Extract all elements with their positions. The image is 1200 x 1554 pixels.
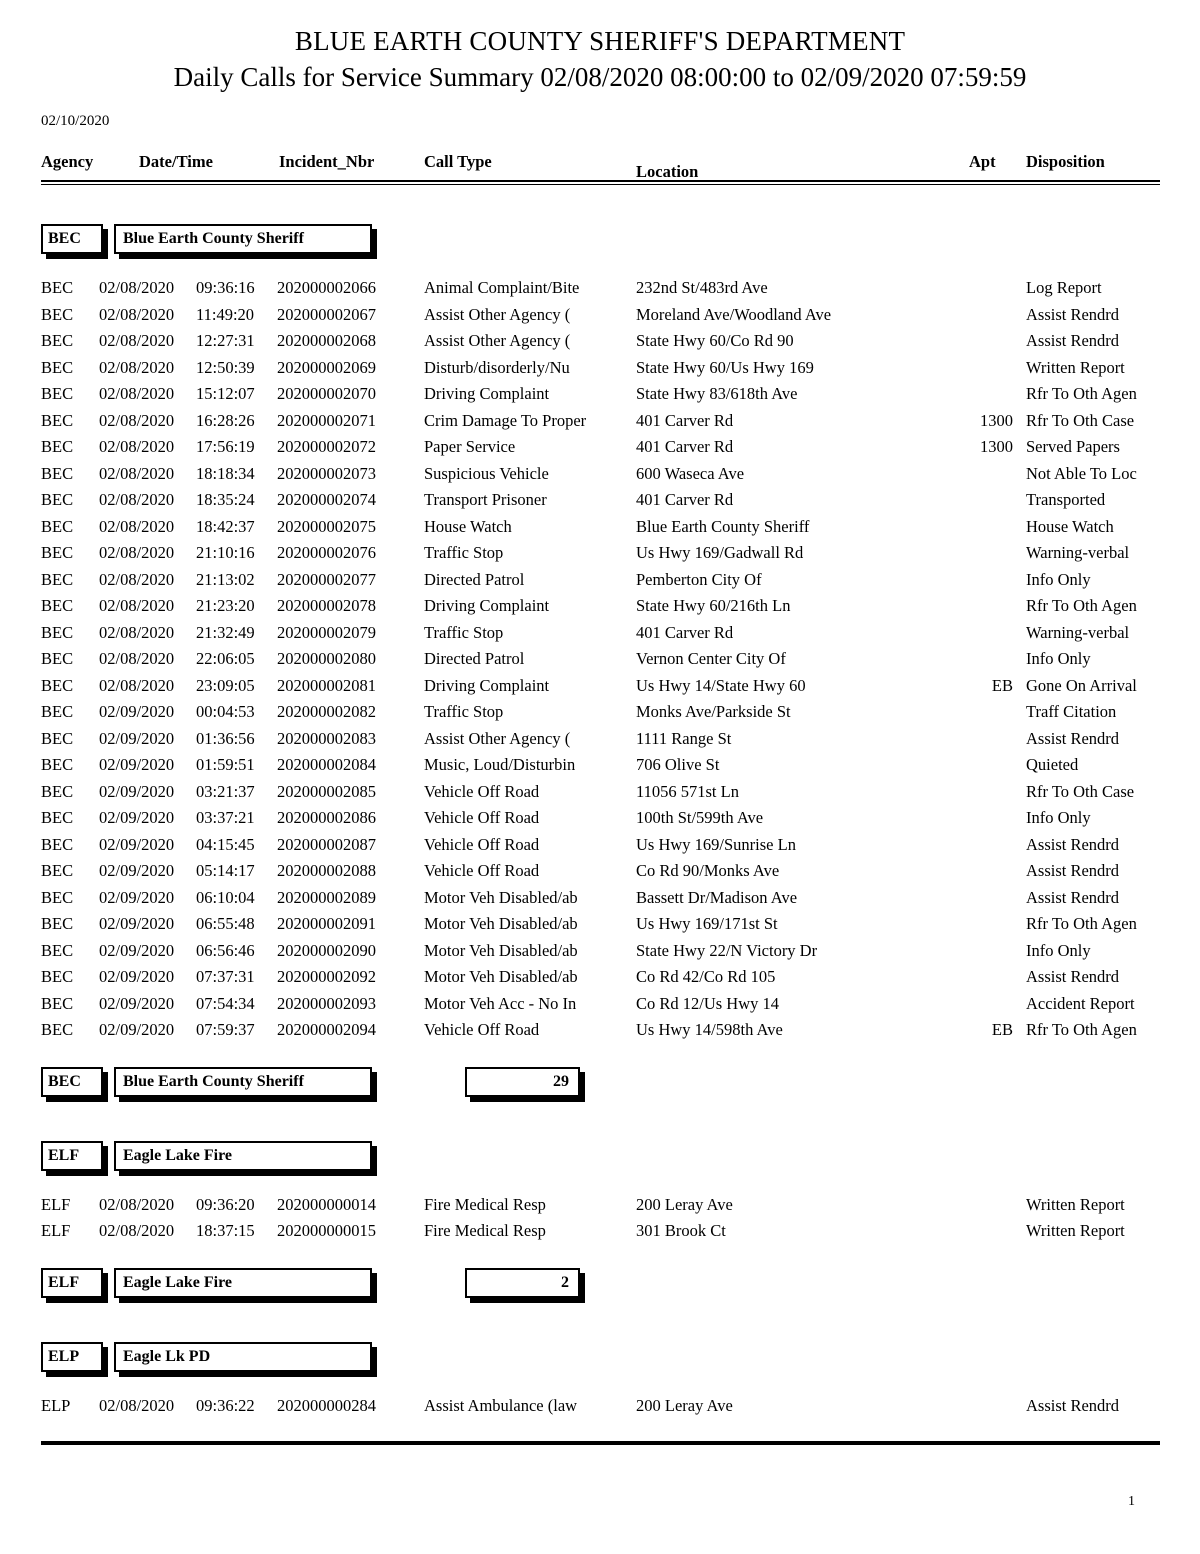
cell-date: 02/08/2020 — [99, 357, 175, 377]
cell-apt: 1300 — [980, 410, 1013, 430]
table-row — [0, 808, 1200, 835]
cell-incident-nbr: 202000002079 — [277, 622, 376, 642]
cell-date: 02/09/2020 — [99, 967, 175, 986]
cell-location: Moreland Ave/Woodland Ave — [636, 304, 832, 324]
cell-location: Monks Ave/Parkside St — [636, 702, 791, 721]
cell-agency: BEC — [41, 781, 74, 801]
cell-incident-nbr: 202000002076 — [277, 543, 376, 562]
cell-time: 06:55:48 — [196, 914, 255, 933]
cell-time: 05:14:17 — [196, 861, 255, 880]
cell-disposition: Quieted — [1026, 755, 1079, 774]
cell-disposition: Not Able To Loc — [1026, 463, 1137, 483]
cell-agency: BEC — [41, 437, 74, 456]
cell-call-type: Vehicle Off Road — [424, 808, 540, 827]
cell-time: 22:06:05 — [196, 649, 255, 668]
cell-incident-nbr: 202000002088 — [277, 861, 376, 880]
cell-agency: BEC — [41, 649, 74, 668]
cell-disposition: Info Only — [1026, 569, 1091, 589]
cell-location: Bassett Dr/Madison Ave — [636, 887, 798, 907]
cell-date: 02/08/2020 — [99, 437, 175, 456]
cell-date: 02/08/2020 — [99, 675, 175, 695]
agency-name-box: Eagle Lk PD — [114, 1342, 372, 1372]
agency-total-box: 2 — [465, 1268, 580, 1298]
cell-location: Co Rd 12/Us Hwy 14 — [636, 993, 780, 1013]
cell-incident-nbr: 202000002092 — [277, 967, 376, 986]
footer-rule — [41, 1441, 1160, 1445]
title-block — [0, 26, 1200, 95]
column-header-location: Location — [636, 162, 699, 181]
agency-group-footer — [0, 1067, 1200, 1097]
column-header-agency: Agency — [41, 152, 94, 171]
run-date: 02/10/2020 — [41, 113, 110, 129]
table-row — [0, 782, 1200, 809]
agency-group-footer — [0, 1268, 1200, 1298]
cell-date: 02/08/2020 — [99, 1194, 175, 1214]
cell-location: State Hwy 60/Co Rd 90 — [636, 331, 794, 350]
cell-incident-nbr: 202000002083 — [277, 728, 376, 748]
cell-time: 12:50:39 — [196, 357, 255, 377]
cell-disposition: Warning-verbal — [1026, 622, 1130, 642]
cell-agency: ELF — [41, 1221, 71, 1240]
cell-incident-nbr: 202000002066 — [277, 278, 376, 297]
cell-date: 02/08/2020 — [99, 331, 175, 350]
calls-table-body — [0, 1195, 1200, 1248]
cell-date: 02/08/2020 — [99, 1221, 175, 1240]
table-row — [0, 437, 1200, 464]
cell-incident-nbr: 202000002091 — [277, 914, 376, 933]
cell-call-type: Assist Other Agency ( — [424, 331, 571, 350]
table-row — [0, 1396, 1200, 1423]
cell-incident-nbr: 202000002071 — [277, 410, 376, 430]
cell-date: 02/09/2020 — [99, 808, 175, 827]
cell-date: 02/09/2020 — [99, 914, 175, 933]
cell-call-type: Fire Medical Resp — [424, 1221, 546, 1240]
table-row — [0, 1195, 1200, 1222]
table-row — [0, 967, 1200, 994]
cell-incident-nbr: 202000000015 — [277, 1221, 376, 1240]
cell-call-type: Traffic Stop — [424, 702, 504, 721]
cell-disposition: Served Papers — [1026, 437, 1120, 456]
table-row — [0, 623, 1200, 650]
cell-call-type: Traffic Stop — [424, 622, 504, 642]
cell-call-type: House Watch — [424, 516, 512, 536]
cell-call-type: Crim Damage To Proper — [424, 410, 587, 430]
cell-call-type: Animal Complaint/Bite — [424, 278, 580, 297]
cell-disposition: Info Only — [1026, 649, 1091, 668]
cell-location: 401 Carver Rd — [636, 437, 734, 456]
cell-call-type: Vehicle Off Road — [424, 861, 540, 880]
agency-code-box: ELF — [41, 1268, 103, 1298]
table-row — [0, 517, 1200, 544]
column-header-apt: Apt — [969, 152, 996, 171]
cell-agency: BEC — [41, 516, 74, 536]
cell-incident-nbr: 202000002094 — [277, 1020, 376, 1039]
cell-call-type: Assist Other Agency ( — [424, 304, 571, 324]
table-row — [0, 570, 1200, 597]
table-row — [0, 1221, 1200, 1248]
cell-agency: BEC — [41, 331, 74, 350]
cell-location: Vernon Center City Of — [636, 649, 786, 668]
cell-agency: BEC — [41, 490, 74, 509]
cell-date: 02/08/2020 — [99, 1395, 175, 1415]
cell-agency: ELP — [41, 1395, 71, 1415]
cell-disposition: Rfr To Oth Agen — [1026, 914, 1137, 933]
cell-call-type: Assist Ambulance (law — [424, 1395, 578, 1415]
table-row — [0, 411, 1200, 438]
table-row — [0, 596, 1200, 623]
cell-time: 21:13:02 — [196, 569, 255, 589]
cell-location: 200 Leray Ave — [636, 1395, 733, 1415]
cell-time: 01:36:56 — [196, 728, 255, 748]
cell-agency: BEC — [41, 1020, 74, 1039]
column-header-datetime: Date/Time — [139, 152, 213, 171]
cell-date: 02/08/2020 — [99, 516, 175, 536]
cell-agency: BEC — [41, 993, 74, 1013]
cell-time: 06:56:46 — [196, 940, 255, 960]
cell-call-type: Motor Veh Disabled/ab — [424, 887, 578, 907]
cell-incident-nbr: 202000002067 — [277, 304, 376, 324]
cell-disposition: Info Only — [1026, 808, 1091, 827]
page-subtitle: Daily Calls for Service Summary 02/08/2020 08:00:00 to 02/09/2020 07:59:59 — [173, 62, 1027, 93]
cell-agency: BEC — [41, 967, 74, 986]
cell-location: Co Rd 42/Co Rd 105 — [636, 967, 776, 986]
cell-incident-nbr: 202000002087 — [277, 834, 376, 854]
cell-time: 04:15:45 — [196, 834, 255, 854]
cell-apt: EB — [991, 1020, 1013, 1039]
cell-incident-nbr: 202000002084 — [277, 755, 376, 774]
cell-agency: BEC — [41, 463, 74, 483]
cell-disposition: Assist Rendrd — [1026, 304, 1120, 324]
cell-date: 02/08/2020 — [99, 384, 175, 403]
cell-time: 18:18:34 — [196, 463, 255, 483]
cell-time: 09:36:16 — [196, 278, 255, 297]
cell-apt: 1300 — [980, 437, 1013, 456]
cell-location: 232nd St/483rd Ave — [636, 278, 768, 297]
agency-code-box: ELP — [41, 1342, 103, 1372]
cell-disposition: Written Report — [1026, 1194, 1125, 1214]
cell-time: 06:10:04 — [196, 887, 255, 907]
cell-call-type: Motor Veh Acc - No In — [424, 993, 577, 1013]
cell-time: 23:09:05 — [196, 675, 255, 695]
cell-location: 301 Brook Ct — [636, 1221, 726, 1240]
cell-time: 18:35:24 — [196, 490, 255, 509]
cell-agency: BEC — [41, 887, 74, 907]
column-header-disposition: Disposition — [1026, 152, 1105, 171]
cell-location: Us Hwy 14/State Hwy 60 — [636, 675, 806, 695]
cell-date: 02/08/2020 — [99, 463, 175, 483]
cell-incident-nbr: 202000002077 — [277, 569, 376, 589]
cell-call-type: Paper Service — [424, 437, 516, 456]
cell-time: 07:54:34 — [196, 993, 255, 1013]
cell-agency: BEC — [41, 304, 74, 324]
table-row — [0, 729, 1200, 756]
cell-date: 02/08/2020 — [99, 622, 175, 642]
agency-total-box: 29 — [465, 1067, 580, 1097]
cell-date: 02/09/2020 — [99, 861, 175, 880]
cell-call-type: Driving Complaint — [424, 675, 550, 695]
cell-disposition: Gone On Arrival — [1026, 675, 1137, 695]
cell-time: 21:32:49 — [196, 622, 255, 642]
cell-incident-nbr: 202000000284 — [277, 1395, 376, 1415]
cell-location: 401 Carver Rd — [636, 490, 734, 509]
cell-call-type: Vehicle Off Road — [424, 1020, 540, 1039]
page-number: 1 — [1128, 1494, 1135, 1509]
agency-group-header — [0, 1141, 1200, 1171]
cell-date: 02/08/2020 — [99, 649, 175, 668]
cell-location: 600 Waseca Ave — [636, 463, 745, 483]
cell-time: 07:59:37 — [196, 1020, 255, 1039]
page-title: BLUE EARTH COUNTY SHERIFF'S DEPARTMENT — [294, 26, 906, 56]
cell-disposition: Assist Rendrd — [1026, 331, 1120, 350]
cell-incident-nbr: 202000002069 — [277, 357, 376, 377]
cell-call-type: Assist Other Agency ( — [424, 728, 571, 748]
column-header-incident-nbr: Incident_Nbr — [279, 152, 375, 171]
cell-disposition: Accident Report — [1026, 993, 1135, 1013]
cell-agency: ELF — [41, 1194, 71, 1214]
cell-call-type: Directed Patrol — [424, 569, 525, 589]
cell-time: 00:04:53 — [196, 702, 255, 721]
cell-call-type: Motor Veh Disabled/ab — [424, 940, 578, 960]
cell-date: 02/09/2020 — [99, 755, 175, 774]
cell-agency: BEC — [41, 808, 74, 827]
cell-date: 02/08/2020 — [99, 410, 175, 430]
cell-incident-nbr: 202000002074 — [277, 490, 376, 509]
cell-disposition: Assist Rendrd — [1026, 967, 1120, 986]
cell-date: 02/08/2020 — [99, 543, 175, 562]
cell-time: 21:10:16 — [196, 543, 255, 562]
cell-call-type: Vehicle Off Road — [424, 834, 540, 854]
table-row — [0, 755, 1200, 782]
cell-call-type: Suspicious Vehicle — [424, 463, 549, 483]
cell-time: 18:42:37 — [196, 516, 255, 536]
cell-time: 16:28:26 — [196, 410, 255, 430]
cell-disposition: Assist Rendrd — [1026, 834, 1120, 854]
cell-location: 401 Carver Rd — [636, 622, 734, 642]
cell-date: 02/09/2020 — [99, 993, 175, 1013]
cell-disposition: Rfr To Oth Agen — [1026, 596, 1137, 615]
cell-incident-nbr: 202000002081 — [277, 675, 376, 695]
cell-call-type: Transport Prisoner — [424, 490, 547, 509]
cell-agency: BEC — [41, 357, 74, 377]
cell-incident-nbr: 202000002089 — [277, 887, 376, 907]
table-row — [0, 543, 1200, 570]
table-row — [0, 384, 1200, 411]
cell-disposition: Rfr To Oth Agen — [1026, 384, 1137, 403]
table-row — [0, 835, 1200, 862]
cell-disposition: Written Report — [1026, 1221, 1125, 1240]
agency-name-box: Eagle Lake Fire — [114, 1141, 372, 1171]
table-row — [0, 914, 1200, 941]
cell-location: State Hwy 22/N Victory Dr — [636, 940, 818, 960]
cell-location: State Hwy 60/Us Hwy 169 — [636, 357, 814, 377]
table-row — [0, 888, 1200, 915]
cell-date: 02/09/2020 — [99, 834, 175, 854]
cell-time: 18:37:15 — [196, 1221, 255, 1240]
table-row — [0, 331, 1200, 358]
table-row — [0, 464, 1200, 491]
cell-time: 15:12:07 — [196, 384, 255, 403]
cell-call-type: Motor Veh Disabled/ab — [424, 914, 578, 933]
agency-name-box: Blue Earth County Sheriff — [114, 224, 372, 254]
cell-location: Us Hwy 169/Sunrise Ln — [636, 834, 796, 854]
cell-agency: BEC — [41, 543, 74, 562]
cell-agency: BEC — [41, 940, 74, 960]
cell-time: 11:49:20 — [196, 304, 255, 324]
cell-date: 02/08/2020 — [99, 490, 175, 509]
cell-time: 09:36:22 — [196, 1395, 255, 1415]
cell-call-type: Motor Veh Disabled/ab — [424, 967, 578, 986]
cell-call-type: Driving Complaint — [424, 384, 550, 403]
header-rule — [41, 180, 1160, 185]
cell-location: Blue Earth County Sheriff — [636, 516, 810, 536]
cell-incident-nbr: 202000002070 — [277, 384, 376, 403]
cell-incident-nbr: 202000002082 — [277, 702, 376, 721]
agency-code-box: BEC — [41, 1067, 103, 1097]
cell-disposition: Warning-verbal — [1026, 543, 1130, 562]
cell-agency: BEC — [41, 861, 74, 880]
agency-name-box: Eagle Lake Fire — [114, 1268, 372, 1298]
cell-disposition: Rfr To Oth Agen — [1026, 1020, 1137, 1039]
cell-disposition: Traff Citation — [1026, 702, 1117, 721]
table-row — [0, 358, 1200, 385]
cell-time: 12:27:31 — [196, 331, 255, 350]
cell-agency: BEC — [41, 622, 74, 642]
cell-date: 02/09/2020 — [99, 781, 175, 801]
cell-call-type: Disturb/disorderly/Nu — [424, 357, 570, 377]
cell-date: 02/09/2020 — [99, 728, 175, 748]
cell-agency: BEC — [41, 569, 74, 589]
cell-time: 01:59:51 — [196, 755, 255, 774]
cell-date: 02/09/2020 — [99, 1020, 175, 1039]
cell-agency: BEC — [41, 702, 74, 721]
cell-disposition: Assist Rendrd — [1026, 887, 1120, 907]
cell-time: 03:37:21 — [196, 808, 255, 827]
cell-incident-nbr: 202000002072 — [277, 437, 376, 456]
cell-location: Us Hwy 14/598th Ave — [636, 1020, 783, 1039]
cell-location: State Hwy 83/618th Ave — [636, 384, 798, 403]
table-row — [0, 278, 1200, 305]
cell-disposition: Assist Rendrd — [1026, 861, 1120, 880]
cell-date: 02/08/2020 — [99, 596, 175, 615]
cell-disposition: Assist Rendrd — [1026, 1395, 1120, 1415]
cell-call-type: Driving Complaint — [424, 596, 550, 615]
table-row — [0, 676, 1200, 703]
cell-call-type: Traffic Stop — [424, 543, 504, 562]
cell-call-type: Fire Medical Resp — [424, 1194, 546, 1214]
cell-incident-nbr: 202000002093 — [277, 993, 376, 1013]
cell-time: 07:37:31 — [196, 967, 255, 986]
cell-disposition: Rfr To Oth Case — [1026, 781, 1135, 801]
column-header-call-type: Call Type — [424, 152, 492, 171]
cell-time: 03:21:37 — [196, 781, 255, 801]
cell-location: State Hwy 60/216th Ln — [636, 596, 791, 615]
cell-disposition: House Watch — [1026, 516, 1114, 536]
cell-disposition: Transported — [1026, 490, 1106, 509]
calls-table-body — [0, 1396, 1200, 1423]
cell-incident-nbr: 202000002073 — [277, 463, 376, 483]
table-row — [0, 861, 1200, 888]
cell-agency: BEC — [41, 596, 74, 615]
cell-disposition: Log Report — [1026, 278, 1102, 297]
cell-incident-nbr: 202000000014 — [277, 1194, 376, 1214]
cell-agency: BEC — [41, 834, 74, 854]
agency-name-box: Blue Earth County Sheriff — [114, 1067, 372, 1097]
cell-agency: BEC — [41, 410, 74, 430]
cell-location: Co Rd 90/Monks Ave — [636, 861, 780, 880]
table-row — [0, 1020, 1200, 1047]
cell-disposition: Info Only — [1026, 940, 1091, 960]
agency-group-header — [0, 224, 1200, 254]
cell-date: 02/08/2020 — [99, 278, 175, 297]
cell-location: 200 Leray Ave — [636, 1194, 733, 1214]
cell-incident-nbr: 202000002090 — [277, 940, 376, 960]
cell-disposition: Rfr To Oth Case — [1026, 410, 1135, 430]
cell-incident-nbr: 202000002086 — [277, 808, 376, 827]
table-row — [0, 305, 1200, 332]
agency-code-box: ELF — [41, 1141, 103, 1171]
cell-location: Pemberton City Of — [636, 569, 762, 589]
cell-agency: BEC — [41, 755, 74, 774]
cell-incident-nbr: 202000002080 — [277, 649, 376, 668]
cell-location: Us Hwy 169/Gadwall Rd — [636, 543, 804, 562]
cell-disposition: Assist Rendrd — [1026, 728, 1120, 748]
cell-call-type: Vehicle Off Road — [424, 781, 540, 801]
cell-agency: BEC — [41, 914, 74, 933]
cell-date: 02/09/2020 — [99, 887, 175, 907]
cell-time: 09:36:20 — [196, 1194, 255, 1214]
table-row — [0, 702, 1200, 729]
cell-date: 02/09/2020 — [99, 702, 175, 721]
table-row — [0, 941, 1200, 968]
cell-location: 706 Olive St — [636, 755, 720, 774]
agency-group-header — [0, 1342, 1200, 1372]
cell-call-type: Music, Loud/Disturbin — [424, 755, 576, 774]
cell-agency: BEC — [41, 728, 74, 748]
cell-time: 21:23:20 — [196, 596, 255, 615]
cell-incident-nbr: 202000002068 — [277, 331, 376, 350]
agency-code-box: BEC — [41, 224, 103, 254]
cell-date: 02/09/2020 — [99, 940, 175, 960]
cell-agency: BEC — [41, 675, 74, 695]
cell-time: 17:56:19 — [196, 437, 255, 456]
cell-location: 401 Carver Rd — [636, 410, 734, 430]
cell-agency: BEC — [41, 384, 74, 403]
cell-agency: BEC — [41, 278, 74, 297]
cell-location: 11056 571st Ln — [636, 781, 739, 801]
cell-date: 02/08/2020 — [99, 569, 175, 589]
cell-incident-nbr: 202000002075 — [277, 516, 376, 536]
calls-table-body — [0, 278, 1200, 1047]
cell-location: Us Hwy 169/171st St — [636, 914, 778, 933]
table-row — [0, 994, 1200, 1021]
cell-location: 100th St/599th Ave — [636, 808, 764, 827]
cell-incident-nbr: 202000002078 — [277, 596, 376, 615]
cell-date: 02/08/2020 — [99, 304, 175, 324]
cell-location: 1111 Range St — [636, 728, 732, 748]
table-row — [0, 490, 1200, 517]
cell-disposition: Written Report — [1026, 357, 1125, 377]
table-row — [0, 649, 1200, 676]
cell-incident-nbr: 202000002085 — [277, 781, 376, 801]
cell-call-type: Directed Patrol — [424, 649, 525, 668]
cell-apt: EB — [991, 675, 1013, 695]
